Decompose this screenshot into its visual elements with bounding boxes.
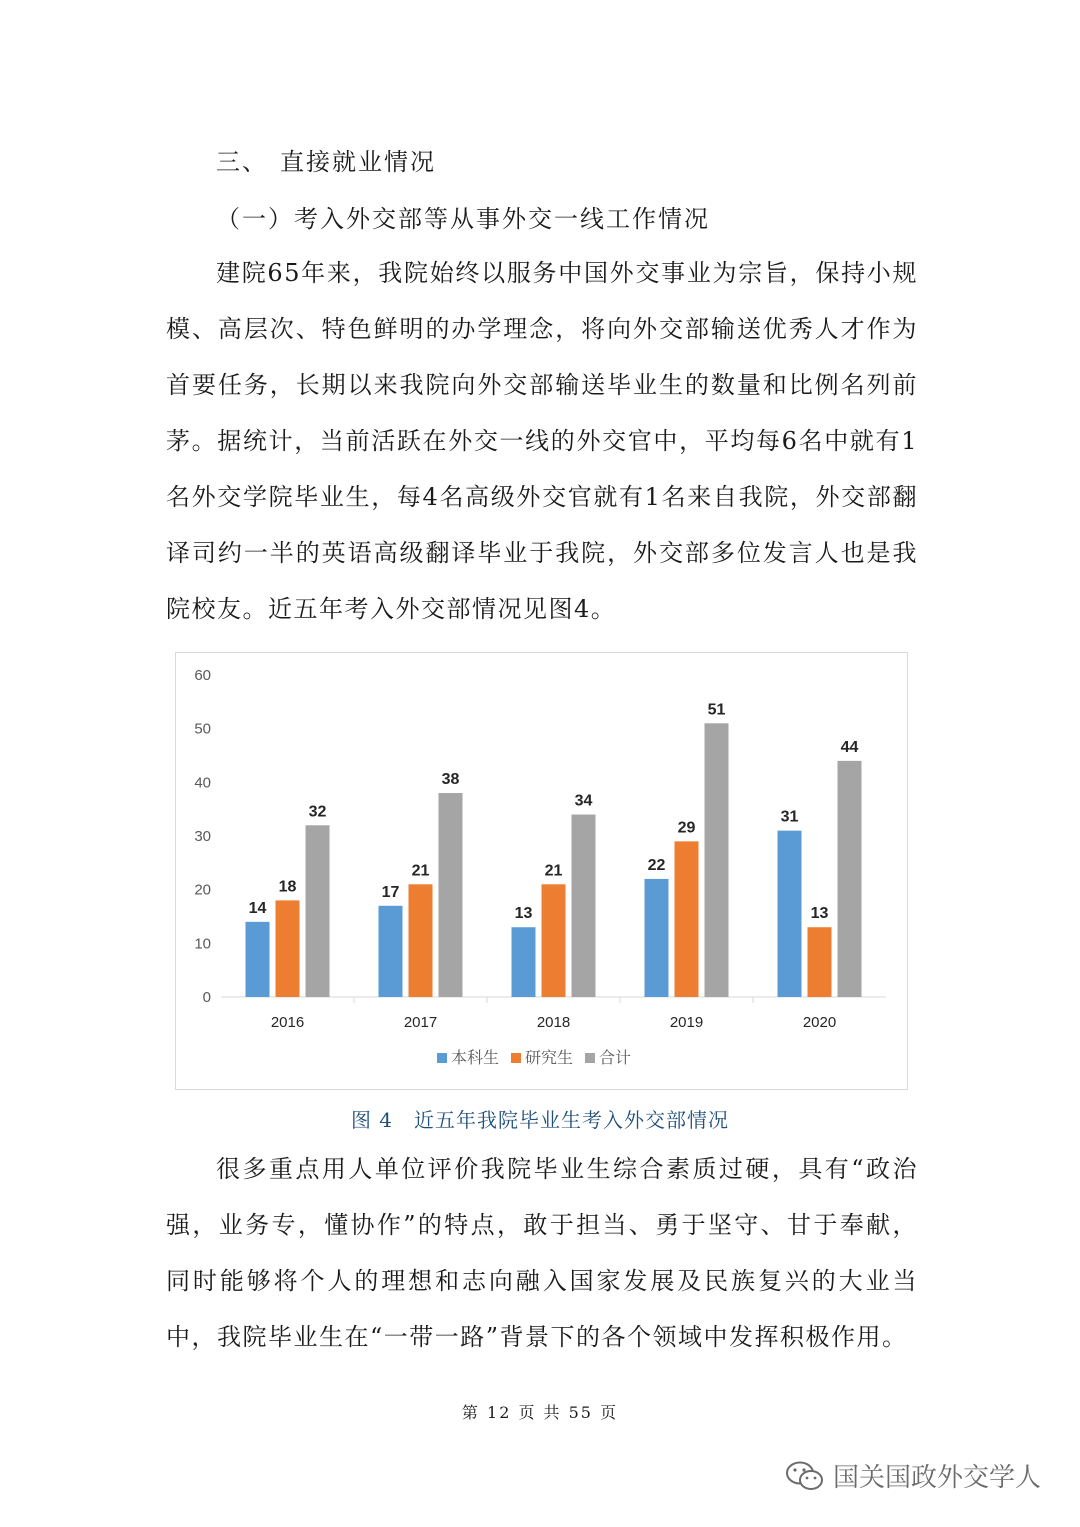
y-tick-label: 40 [194, 774, 211, 792]
bar [409, 884, 433, 997]
bar [778, 831, 802, 997]
legend-label: 合计 [599, 1048, 632, 1067]
y-tick-label: 30 [194, 828, 211, 845]
data-label: 44 [840, 738, 859, 756]
x-tick-label: 2017 [403, 1014, 438, 1031]
wechat-icon [785, 1460, 825, 1492]
data-label: 17 [381, 883, 400, 901]
paragraph-2 [166, 1141, 918, 1365]
subsection-heading: （一）考入外交部等从事外交一线工作情况 [216, 205, 710, 233]
y-tick-label: 10 [194, 935, 211, 953]
y-tick-label: 0 [202, 989, 211, 1006]
data-label: 21 [544, 862, 563, 880]
chart-svg [176, 653, 909, 1091]
bar [379, 906, 403, 997]
watermark-text: 国关国政外交学人 [833, 1463, 1042, 1493]
data-label: 18 [278, 878, 297, 896]
bar [542, 884, 566, 997]
y-tick-label: 60 [194, 667, 211, 684]
data-label: 32 [308, 803, 327, 821]
section-title: 直接就业情况 [280, 148, 436, 176]
page-footer: 第 12 页 共 55 页 [461, 1403, 619, 1422]
y-tick-label: 20 [194, 881, 211, 899]
y-tick-label: 50 [194, 720, 211, 738]
paragraph-text: 建院65年来，我院始终以服务中国外交事业为宗旨，保持小规模、高层次、特色鲜明的办学理念，将向外交部输送优秀人才作为首要任务，长期以来我院向外交部输送毕业生的数量和比例名列前茅。据统计，当前活跃在外交一线的外交官中，平均每6名中就有1名外交学院毕业生，每4名高级外交官就有1名来自我院，外交部翻译司约一半的英语高级翻译毕业于我院，外交部多位发言人也是我院校友。近五年考入外交部情况见图4。 [166, 259, 918, 623]
legend-label: 研究生 [525, 1048, 574, 1067]
data-label: 21 [411, 862, 430, 880]
x-tick-label: 2018 [536, 1014, 571, 1031]
data-label: 13 [514, 905, 533, 923]
bar [675, 841, 699, 997]
x-tick-label: 2020 [802, 1014, 837, 1031]
data-label: 51 [707, 701, 726, 719]
section-number: 三、 [216, 148, 268, 176]
legend-swatch [437, 1053, 447, 1063]
legend-swatch [585, 1053, 595, 1063]
x-tick-label: 2019 [669, 1014, 704, 1031]
legend-swatch [511, 1053, 521, 1063]
data-label: 38 [441, 771, 460, 789]
paragraph-text: 很多重点用人单位评价我院毕业生综合素质过硬，具有“政治强，业务专，懂协作”的特点，敢于担当、勇于坚守、甘于奉献，同时能够将个人的理想和志向融入国家发展及民族复兴的大业当中，我院毕业生在“一带一路”背景下的各个领域中发挥积极作用。 [166, 1155, 918, 1351]
bar [246, 922, 270, 997]
bar [306, 825, 330, 997]
data-label: 29 [677, 819, 696, 837]
legend-label: 本科生 [451, 1048, 500, 1067]
bar [276, 900, 300, 997]
data-label: 34 [574, 792, 593, 810]
bar [705, 723, 729, 997]
data-label: 13 [810, 905, 829, 923]
bar [645, 879, 669, 997]
bar-chart [175, 652, 908, 1090]
watermark [785, 1457, 1041, 1494]
section-heading [216, 142, 436, 177]
data-label: 14 [248, 899, 267, 917]
bar [512, 927, 536, 997]
bar [808, 927, 832, 997]
paragraph-1 [166, 245, 918, 637]
bar [439, 793, 463, 997]
x-tick-label: 2016 [270, 1014, 305, 1031]
figure-caption: 图 4 近五年我院毕业生考入外交部情况 [350, 1108, 730, 1132]
data-label: 22 [647, 856, 666, 874]
data-label: 31 [780, 808, 799, 826]
bar [572, 815, 596, 997]
bar [838, 761, 862, 997]
